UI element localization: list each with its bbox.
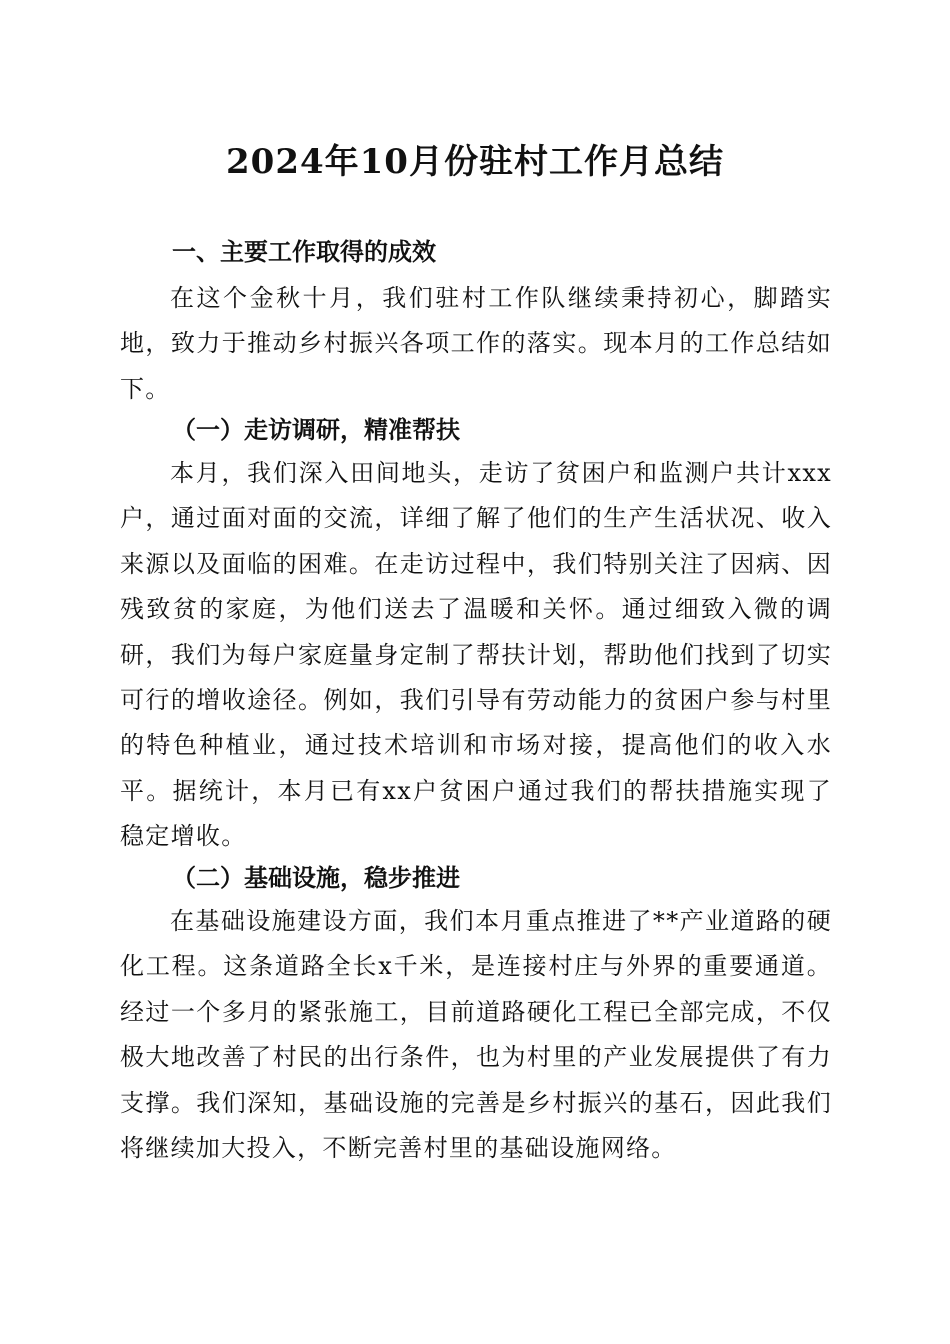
section-heading-achievements: 一、主要工作取得的成效 <box>172 238 436 266</box>
infrastructure-paragraph: 在基础设施建设方面，我们本月重点推进了**产业道路的硬化工程。这条道路全长x千米，是连接村庄与外界的重要通道。经过一个多月的紧张施工，目前道路硬化工程已全部完成，不仅极大地改善了村民的出行条件，也为村里的产业发展提供了有力支撑。我们深知，基础设施的完善是乡村振兴的基石，因此我们将继续加大投入，不断完善村里的基础设施网络。 <box>120 907 832 1163</box>
document-title: 2024年10月份驻村工作月总结 <box>226 142 724 182</box>
subsection-heading-infrastructure: （二）基础设施，稳步推进 <box>172 863 460 892</box>
intro-paragraph: 在这个金秋十月，我们驻村工作队继续秉持初心，脚踏实地，致力于推动乡村振兴各项工作的落实。现本月的工作总结如下。 <box>120 284 832 403</box>
subsection-heading-visits: （一）走访调研，精准帮扶 <box>172 415 460 444</box>
visits-paragraph: 本月，我们深入田间地头，走访了贫困户和监测户共计xxx户，通过面对面的交流，详细了解了他们的生产生活状况、收入来源以及面临的困难。在走访过程中，我们特别关注了因病、因残致贫的家庭，为他们送去了温暖和关怀。通过细致入微的调研，我们为每户家庭量身定制了帮扶计划，帮助他们找到了切实可行的增收途径。例如，我们引导有劳动能力的贫困户参与村里的特色种植业，通过技术培训和市场对接，提高他们的收入水平。据统计，本月已有xx户贫困户通过我们的帮扶措施实现了稳定增收。 <box>120 459 832 851</box>
